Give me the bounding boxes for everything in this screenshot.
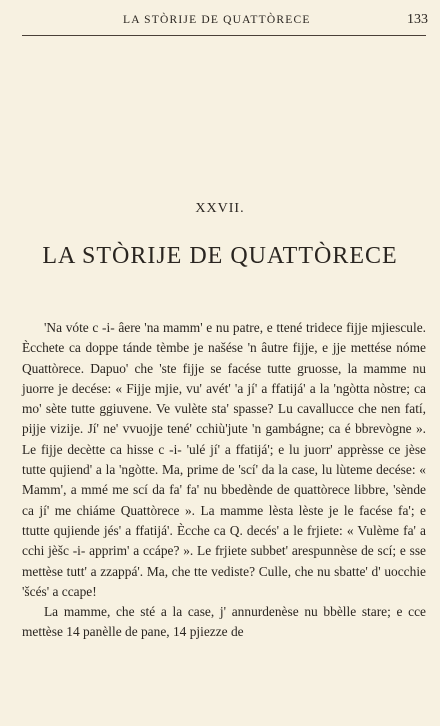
chapter-title: LA STÒRIJE DE QUATTÒRECE: [42, 243, 398, 269]
chapter-number: XXVII.: [195, 201, 245, 216]
page-number: 133: [407, 12, 428, 27]
running-title: LA STÒRIJE DE QUATTÒRECE: [123, 14, 311, 26]
header-rule: [22, 35, 426, 36]
running-head: [0, 12, 440, 34]
paragraph: 'Na vóte c -i- âere 'na mamm' e nu patre, e ttené tridece fijje mjiescule. Ècchete ca doppe tánde tèmbe je našése 'n âutre fijje, e jje mettése nóme Quattòrece. Dapuo' che 'ste fijje se facése tutte gruosse, la mamme nu juorre je decése: « Fijje mjie, vu' avét' 'a jí' a ffatijá' a la 'ngòtta nòstre; ca mo' sète tutte ggiuvene. Ve vulète sta' spasse? Lu cavallucce che nen fatí, pijje vizije. Jí' ne' vvuojje tené' cchiù'jute 'n gambágne; ca é bbrevògne ». Le fijje decètte ca hisse c -i- 'ulé jí' a ffatijá'; e lu juorr' apprèsse ce jèse tutte qujiend' a la 'ngòtte. Ma, prime de 'scí' da la case, lu lùteme decése: « Mamm', a mmé me scí da fa' fa' nu bbedènde de quattòrece libbre, 'sènde ca jí' me chiáme Quattòrece ». La mamme lèsta lèste je le facése fa'; e ttutte qujiende jés' a ffatijá'. Ècche ca Q. decés' a le frjiete: « Vulème fa' a cchi jèšc -i- apprim' a ccápe? ». Le frjiete subbet' arespunnèse de scí; e sse mettèse tutt' a zzappá'. Ma, che tte vediste? Culle, che nu sbatte' d' uocchie 'šcés' a ccape!: [22, 320, 426, 599]
body-text: [22, 318, 426, 643]
paragraph: La mamme, che sté a la case, j' annurdenèse nu bbèlle stare; e cce mettèse 14 panèlle de pane, 14 pjiezze de: [22, 604, 426, 640]
